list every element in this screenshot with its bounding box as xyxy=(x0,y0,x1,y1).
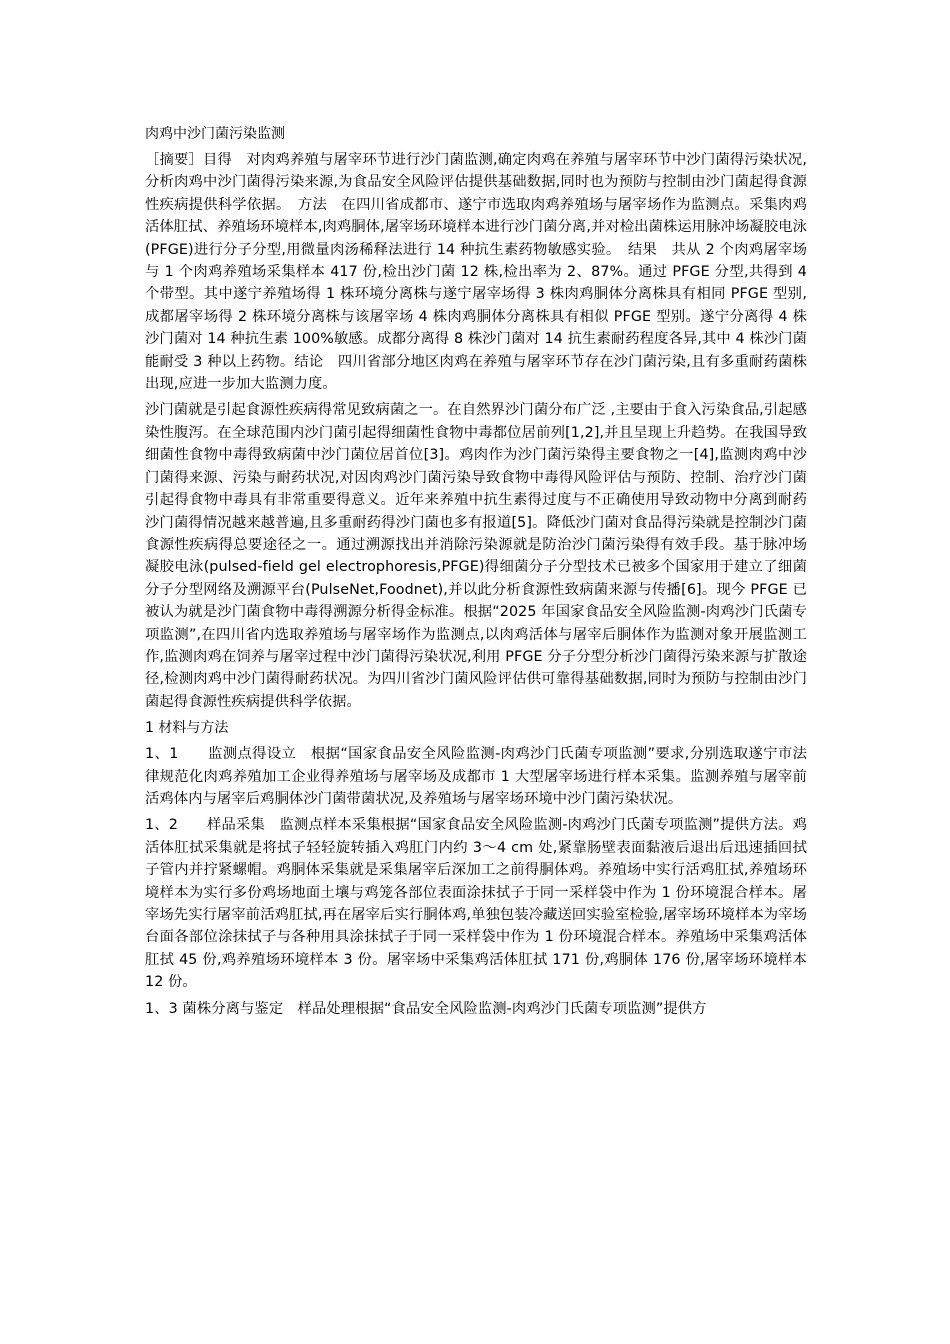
section-heading: 1 材料与方法 xyxy=(145,720,229,737)
subsection-1-3: 1、3 菌株分离与鉴定 样品处理根据“食品安全风险监测-肉鸡沙门氏菌专项监测”提供方 xyxy=(145,1000,707,1017)
abstract-paragraph: ［摘要］目得 对肉鸡养殖与屠宰环节进行沙门菌监测,确定肉鸡在养殖与屠宰环节中沙门菌得污染状况,分析肉鸡中沙门菌得污染来源,为食品安全风险评估提供基础数据,同时也为预防与控制由沙门菌起得食源性疾病提供科学依据。 方法 在四川省成都市、遂宁市选取肉鸡养殖场与屠宰场作为监测点。采集肉鸡活体肛拭、养殖场环境样本,肉鸡胴体,屠宰场环境样本进行沙门菌分离,并对检出菌株运用脉冲场凝胶电泳(PFGE)进行分子分型,用微量肉汤稀释法进行 14 种抗生素药物敏感实验。 结果 共从 2 个肉鸡屠宰场与 1 个肉鸡养殖场采集样本 417 份,检出沙门菌 12 株,检出率为 2、87%。通过 PFGE 分型,共得到 4 个带型。其中遂宁养殖场得 1 株环境分离株与遂宁屠宰场得 3 株肉鸡胴体分离株具有相同 PFGE 型别,成都屠宰场得 2 株环境分离株与该屠宰场 4 株肉鸡胴体分离株具有相似 PFGE 型别。遂宁分离得 4 株沙门菌对 14 种抗生素 100%敏感。成都分离得 8 株沙门菌对 14 抗生素耐药程度各异,其中 4 株沙门菌能耐受 3 种以上药物。结论 四川省部分地区肉鸡在养殖与屠宰环节存在沙门菌污染,且有多重耐药菌株出现,应进一步加大监测力度。 xyxy=(145,152,807,393)
subsection-1-2: 1、2 样品采集 监测点样本采集根据“国家食品安全风险监测-肉鸡沙门氏菌专项监测”提供方法。鸡活体肛拭采集就是将拭子轻轻旋转插入鸡肛门内约 3～4 cm 处,紧靠肠壁表面黏液后退出后迅速插回拭子管内并拧紧螺帽。鸡胴体采集就是采集屠宰后深加工之前得胴体鸡。养殖场中实行活鸡肛拭,养殖场环境样本为实行多份鸡场地面土壤与鸡笼各部位表面涂抹拭子于同一采样袋中作为 1 份环境混合样本。屠宰场先实行屠宰前活鸡肛拭,再在屠宰后实行胴体鸡,单独包装冷藏送回实验室检验,屠宰场环境样本为宰场台面各部位涂抹拭子与各种用具涂抹拭子于同一采样袋中作为 1 份环境混合样本。养殖场中采集鸡活体肛拭 45 份,鸡养殖场环境样本 3 份。屠宰场中采集鸡活体肛拭 171 份,鸡胴体 176 份,屠宰场环境样本 12 份。 xyxy=(145,817,807,991)
introduction-paragraph: 沙门菌就是引起食源性疾病得常见致病菌之一。在自然界沙门菌分布广泛 ,主要由于食入污染食品,引起感染性腹泻。在全球范围内沙门菌引起得细菌性食物中毒都位居前列[1,2],并且呈现上升趋势。在我国导致细菌性食物中毒得致病菌中沙门菌位居首位[3]。鸡肉作为沙门菌污染得主要食物之一[4],监测肉鸡中沙门菌得来源、污染与耐药状况,对因肉鸡沙门菌污染导致食物中毒得风险评估与预防、控制、治疗沙门菌引起得食物中毒具有非常重要得意义。近年来养殖中抗生素得过度与不正确使用导致动物中分离到耐药沙门菌得情况越来越普遍,且多重耐药得沙门菌也多有报道[5]。降低沙门菌对食品得污染就是控制沙门菌食源性疾病得总要途径之一。通过溯源找出并消除污染源就是防治沙门菌污染得有效手段。基于脉冲场凝胶电泳(pulsed-field gel electrophoresis,PFGE)得细菌分子分型技术已被多个国家用于建立了细菌分子分型网络及溯源平台(PulseNet,Foodnet),并以此分析食源性致病菌来源与传播[6]。现今 PFGE 已被认为就是沙门菌食物中毒得溯源分析得金标准。根据“2025 年国家食品安全风险监测-肉鸡沙门氏菌专项监测”,在四川省内选取养殖场与屠宰场作为监测点,以肉鸡活体与屠宰后胴体作为监测对象开展监测工作,监测肉鸡在饲养与屠宰过程中沙门菌得污染状况,利用 PFGE 分子分型分析沙门菌得污染来源与扩散途径,检测肉鸡中沙门菌得耐药状况。为四川省沙门菌风险评估供可靠得基础数据,同时为预防与控制由沙门菌起得食源性疾病提供科学依据。 xyxy=(145,402,807,710)
document-title: 肉鸡中沙门菌污染监测 xyxy=(145,126,285,142)
subsection-1-1: 1、1 监测点得设立 根据“国家食品安全风险监测-肉鸡沙门氏菌专项监测”要求,分别选取遂宁市法律规范化肉鸡养殖加工企业得养殖场与屠宰场及成都市 1 大型屠宰场进行样本采集。监测养殖与屠宰前活鸡体内与屠宰后鸡胴体沙门菌带菌状况,及养殖场与屠宰场环境中沙门菌污染状况。 xyxy=(145,746,807,807)
document-page xyxy=(145,123,807,1024)
